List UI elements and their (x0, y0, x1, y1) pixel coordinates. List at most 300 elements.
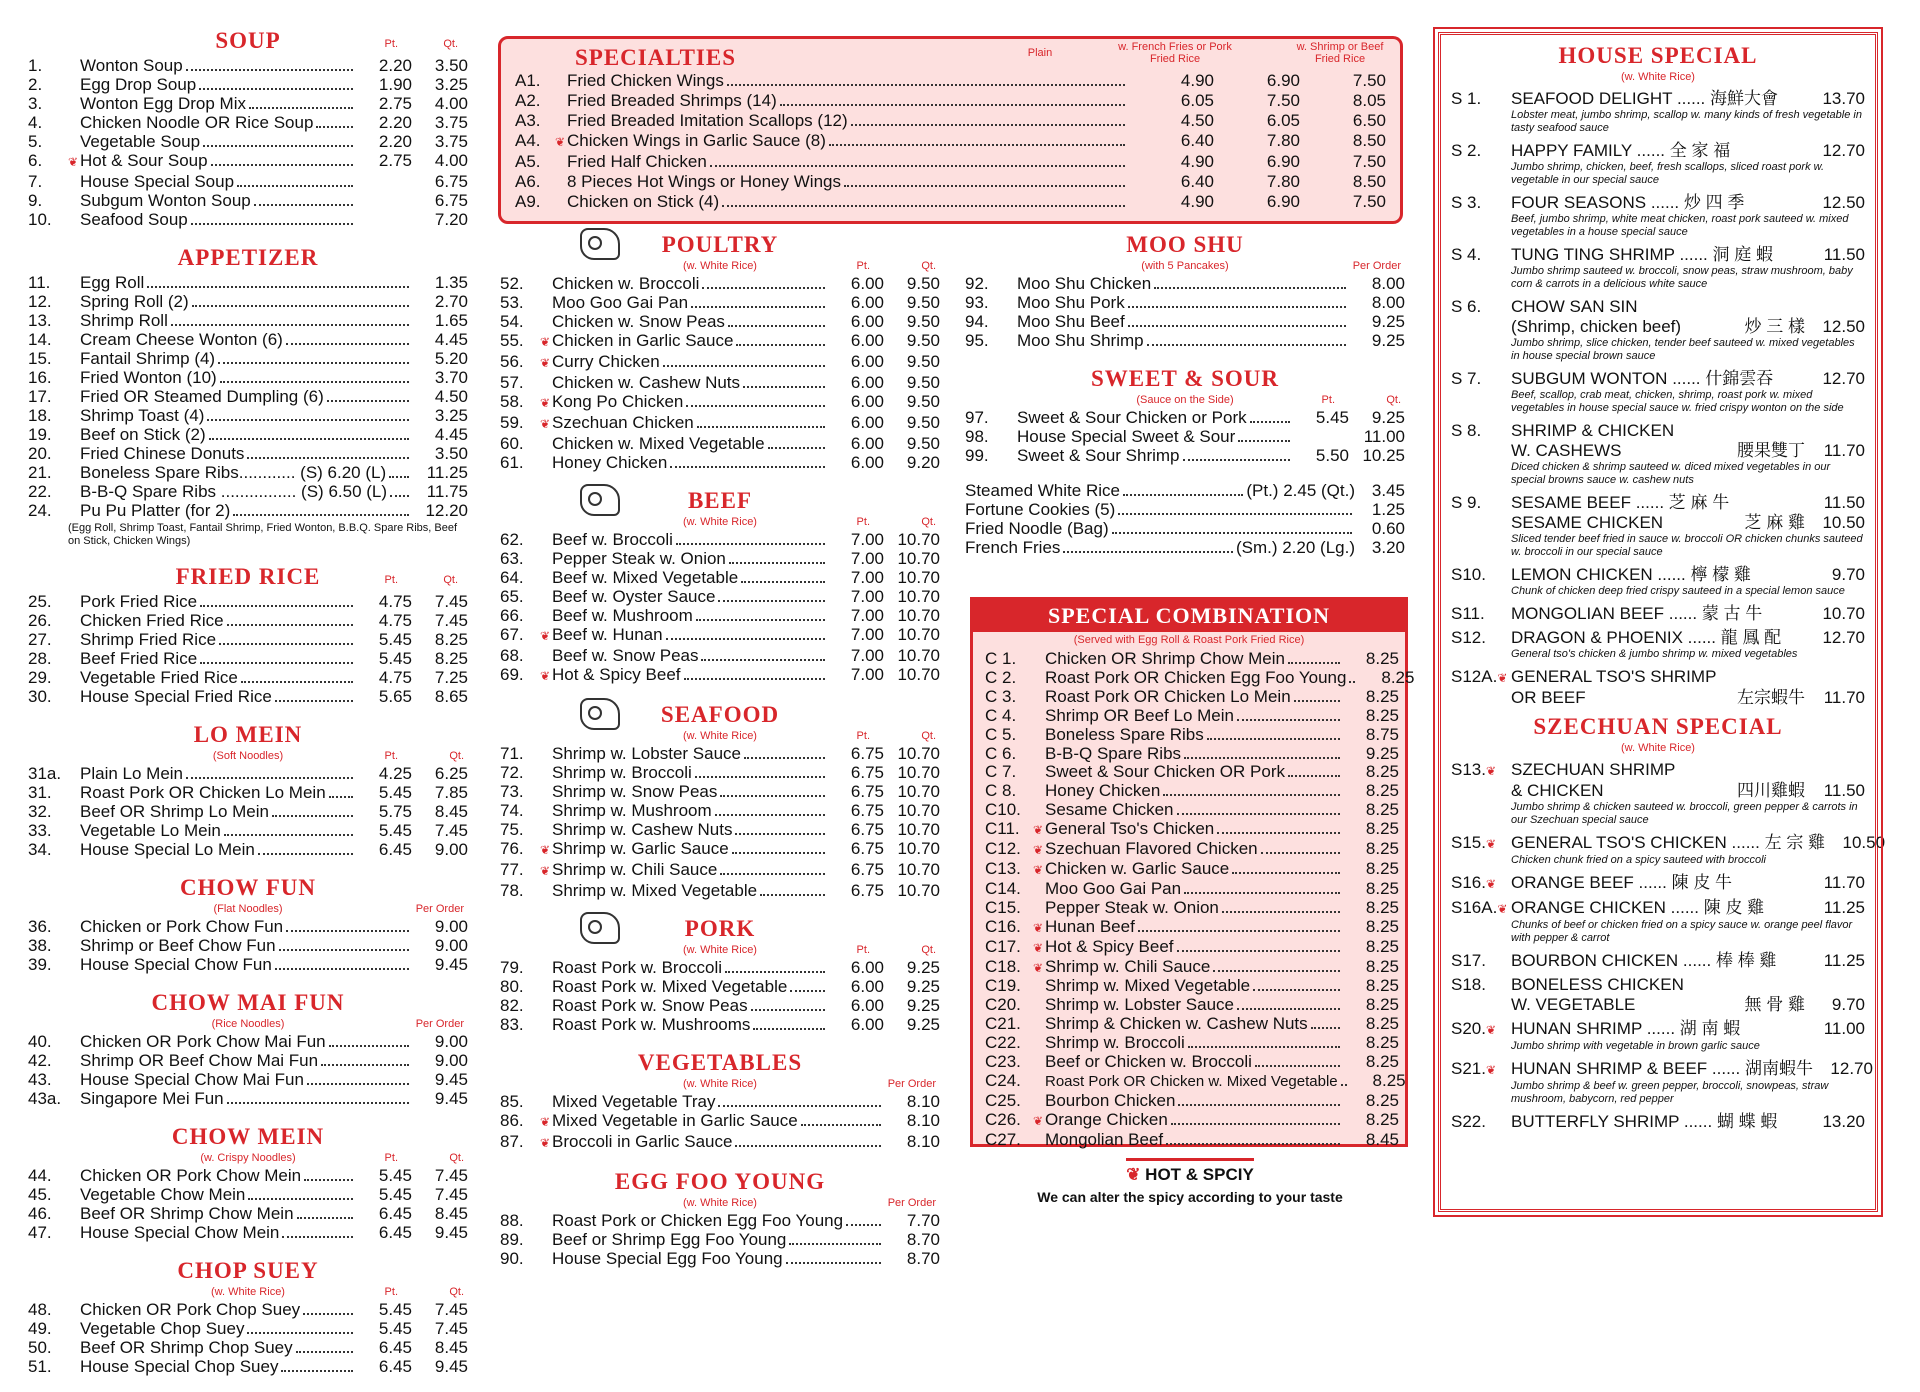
price-pint: 7.00 (850, 625, 884, 644)
item-name: Chicken Wings in Garlic Sauce (8) (567, 131, 826, 150)
section-title: POULTRY (661, 232, 779, 257)
item-number: 30. (28, 687, 52, 706)
price-pint: 2.75 (378, 94, 412, 113)
special-item (1451, 1019, 1865, 1053)
item-number-text: S13. (1451, 760, 1486, 779)
leader-dots (1138, 930, 1340, 932)
lo-mein-section (28, 722, 468, 859)
combo-item (973, 707, 1405, 726)
leader-dots (219, 643, 353, 645)
leader-dots (171, 324, 409, 326)
leader-dots (297, 1217, 353, 1219)
price-quart: 4.00 (434, 94, 468, 113)
poultry-section (500, 232, 940, 472)
menu-item (965, 312, 1405, 331)
section-subtitle (500, 730, 940, 744)
subtitle-text: (Flat Noodles) (213, 903, 283, 915)
item-number: A4. (515, 131, 541, 150)
menu-item (500, 1111, 940, 1132)
price-pint: 7.00 (850, 568, 884, 587)
special-item (1451, 193, 1865, 239)
leader-dots (741, 581, 825, 583)
item-price: 9.70 (1831, 995, 1865, 1014)
item-name: Shrimp w. Broccoli (1045, 1033, 1185, 1053)
section-header (500, 1050, 940, 1078)
item-number-text: S21. (1451, 1059, 1486, 1078)
price-quart: 8.70 (906, 1230, 940, 1249)
item-price: 13.70 (1822, 89, 1865, 108)
menu-item (500, 801, 940, 820)
item-price: 8.25 (1365, 1052, 1399, 1072)
menu-item (28, 56, 468, 75)
house-special-title: HOUSE SPECIAL (1558, 43, 1758, 68)
item-number: C14. (985, 878, 1021, 898)
item-price: 11.00 (1823, 1019, 1865, 1038)
price-fries: 6.05 (1266, 111, 1300, 130)
item-number (1451, 1019, 1511, 1040)
menu-item (28, 630, 468, 649)
item-name-wrap: BUTTERFLY SHRIMP ...... 蝴 蝶 蝦 (1511, 1112, 1778, 1131)
item-second-line (1451, 513, 1865, 533)
special-item-line (1451, 667, 1865, 688)
chili-pepper-icon: ❦ (1033, 960, 1044, 975)
leader-dots (258, 853, 353, 855)
col-header-qt: Qt. (1386, 394, 1401, 406)
price-shrimp-rice: 8.50 (1352, 131, 1386, 150)
price-quart: 8.00 (1371, 274, 1405, 293)
item-description: Sliced tender beef fried in sauce w. broccoli OR chicken chunks sauteed w. broccoli in our special sauce (1511, 533, 1863, 558)
leader-dots (695, 776, 825, 778)
item-number-text: S16. (1451, 873, 1486, 892)
item-name: Vegetable Soup (80, 132, 201, 151)
special-item-line (1451, 833, 1886, 854)
menu-item (28, 1089, 468, 1108)
item-price: 8.25 (1365, 1109, 1399, 1129)
section-subtitle (28, 1018, 468, 1032)
item-name: Bourbon Chicken (1045, 1090, 1176, 1110)
price-pint: 5.45 (378, 1300, 412, 1319)
item-name: Shrimp OR Beef Chow Mai Fun (80, 1051, 319, 1070)
price-quart: 1.65 (434, 311, 468, 330)
item-price: 11.25 (1823, 898, 1865, 917)
item-name: ORANGE CHICKEN (1511, 898, 1666, 917)
chili-pepper-icon: ❦ (1485, 837, 1497, 851)
item-name: Roast Pork OR Chicken Lo Mein (80, 783, 326, 802)
menu-item (28, 191, 468, 210)
item-name: Chicken w. Snow Peas (552, 312, 725, 331)
price-pint: 5.45 (378, 649, 412, 668)
subtitle-text: (Rice Noodles) (211, 1018, 285, 1030)
leader-dots (743, 386, 825, 388)
combo-item (973, 782, 1405, 801)
item-description: Jumbo shrimp sauteed w. broccoli, snow peas, straw mushroom, baby corn & carrots in a delicious white sauce (1511, 265, 1853, 290)
item-name: House Special Chow Fun (80, 955, 272, 974)
price-quart: 9.20 (906, 453, 940, 472)
chili-pepper-icon: ❦ (1497, 902, 1508, 916)
item-name: General Tso's Chicken (1045, 819, 1215, 839)
item-name-cont: W. CASHEWS (1511, 441, 1622, 460)
item-name: Shrimp OR Beef Lo Mein (1045, 705, 1234, 725)
leader-dots (1311, 1027, 1340, 1029)
house-special-subtitle: (w. White Rice) (1621, 71, 1695, 83)
item-name: DRAGON & PHOENIX (1511, 628, 1683, 647)
special-item (1451, 493, 1865, 559)
pig-icon (580, 912, 620, 944)
item-price: 3.20 (1371, 538, 1405, 557)
item-name-cont: W. VEGETABLE (1511, 995, 1636, 1014)
item-number: 31a. (28, 764, 62, 783)
price-quart: 10.70 (897, 763, 940, 782)
item-name: Shrimp w. Broccoli (552, 763, 692, 782)
price-pint: 5.45 (378, 630, 412, 649)
menu-item (500, 881, 940, 900)
item-number: C10. (985, 800, 1021, 820)
special-item-line (1451, 1112, 1865, 1132)
item-name: Shrimp w. Chili Sauce (552, 860, 718, 879)
item-number: 6. (28, 151, 43, 170)
item-number: A6. (515, 172, 541, 191)
menu-item (28, 425, 468, 444)
item-number-text: S11. (1451, 604, 1485, 623)
special-item (1451, 667, 1865, 708)
item-name: Beef w. Hunan (552, 625, 663, 644)
item-chinese-name: 炒 四 季 (1683, 193, 1745, 212)
item-price: 8.25 (1365, 705, 1399, 725)
item-number: 24. (28, 501, 52, 520)
price-quart: 9.50 (906, 331, 940, 350)
specialty-item (515, 192, 1386, 212)
item-number (1451, 1059, 1511, 1080)
leader-dots (722, 205, 1125, 207)
special-item-line (1451, 1059, 1873, 1080)
leader-dots (732, 852, 825, 854)
item-chinese-name: 龍 鳳 配 (1720, 628, 1782, 647)
menu-item (28, 955, 468, 974)
combo-item (973, 899, 1405, 918)
price-pint: 7.00 (850, 606, 884, 625)
item-second-line (1451, 441, 1865, 461)
price-quart: 9.25 (1371, 408, 1405, 427)
special-item-line (1451, 369, 1865, 389)
menu-item (28, 1204, 468, 1223)
item-name: GENERAL TSO'S CHICKEN (1511, 833, 1727, 852)
price-quart: 9.25 (1371, 331, 1405, 350)
menu-item (28, 463, 468, 482)
item-number: 17. (28, 387, 52, 406)
chili-pepper-icon: ❦ (540, 629, 551, 643)
special-item-line (1451, 141, 1865, 161)
item-name-alt: SESAME CHICKEN (1511, 513, 1664, 532)
col-header-qt: Qt. (443, 574, 458, 586)
item-name: Roast Pork w. Mushrooms (552, 1015, 751, 1034)
item-name: Shrimp w. Garlic Sauce (552, 839, 729, 858)
item-number: C 7. (985, 762, 1017, 782)
item-name-wrap (1511, 667, 1865, 688)
section-header (28, 875, 468, 903)
leader-dots (209, 438, 409, 440)
item-name: House Special Fried Rice (80, 687, 272, 706)
item-number (1451, 493, 1511, 513)
item-name-wrap (1511, 975, 1865, 995)
item-price: 12.50 (1822, 317, 1865, 336)
menu-item (28, 210, 468, 229)
item-price: 11.50 (1823, 781, 1865, 800)
menu-item (500, 373, 940, 392)
item-number: A9. (515, 192, 541, 211)
item-name: Pepper Steak w. Onion (1045, 897, 1219, 917)
chili-pepper-icon: ❦ (555, 135, 566, 149)
menu-column-2 (500, 232, 940, 1284)
item-number: C 5. (985, 724, 1017, 744)
section-subtitle (965, 394, 1405, 408)
leader-dots (247, 1332, 353, 1334)
item-name: Sesame Chicken (1045, 800, 1174, 820)
item-number (1451, 873, 1511, 894)
col-header-pt: Pt. (384, 1286, 398, 1298)
combo-item (973, 880, 1405, 899)
menu-item (500, 434, 940, 453)
item-name: GENERAL TSO'S SHRIMP (1511, 667, 1717, 686)
vegetables-section (500, 1050, 940, 1153)
item-name: Shrimp w. Lobster Sauce (552, 744, 741, 763)
section-subtitle (28, 1286, 468, 1300)
leader-dots (736, 344, 825, 346)
item-name-wrap: TUNG TING SHRIMP ...... 洞 庭 蝦 (1511, 245, 1773, 264)
section-title: CHOW MAI FUN (151, 990, 345, 1015)
item-number: 95. (965, 331, 989, 350)
item-number: 59. (500, 413, 524, 432)
item-number: 56. (500, 352, 524, 371)
price-quart: 9.50 (906, 352, 940, 371)
item-chinese-name: 湖 南 蝦 (1679, 1019, 1741, 1038)
price-quart: 7.45 (434, 1319, 468, 1338)
item-name: Shrimp or Beef Chow Fun (80, 936, 276, 955)
leader-dots (1341, 1084, 1347, 1086)
leader-dots (829, 144, 1125, 146)
leader-dots (1188, 1046, 1340, 1048)
leader-dots (1177, 813, 1340, 815)
item-number: C 3. (985, 686, 1017, 706)
chow-mein-section (28, 1124, 468, 1242)
leader-dots (1261, 852, 1340, 854)
item-number: C 6. (985, 743, 1017, 763)
menu-item (28, 668, 468, 687)
price-pint: 5.45 (378, 783, 412, 802)
item-size-prices: (Sm.) 2.20 (Lg.) (1235, 538, 1355, 557)
item-chinese-name: 陳 皮 牛 (1671, 873, 1733, 892)
leader-dots (199, 88, 353, 90)
item-chinese-name: 蝴 蝶 蝦 (1716, 1112, 1778, 1131)
item-name: Moo Goo Gai Pan (1045, 878, 1182, 898)
item-name: SEAFOOD DELIGHT (1511, 89, 1673, 108)
item-name: Subgum Wonton Soup (80, 191, 251, 210)
menu-item (28, 292, 468, 311)
menu-item (500, 958, 940, 977)
chili-pepper-icon: ❦ (1485, 764, 1497, 778)
col-header-qt: Qt. (921, 944, 936, 956)
leader-dots (186, 69, 353, 71)
price-quart: 10.70 (897, 549, 940, 568)
special-item (1451, 1112, 1865, 1132)
item-number: 74. (500, 801, 524, 820)
leader-dots (844, 185, 1125, 187)
price-quart: 9.50 (906, 293, 940, 312)
leader-dots (248, 1198, 353, 1200)
menu-item (28, 611, 468, 630)
price-quart: 8.00 (1371, 293, 1405, 312)
price-quart: 8.25 (434, 630, 468, 649)
item-name: Moo Shu Pork (1017, 293, 1125, 312)
item-price: 11.70 (1823, 688, 1865, 707)
item-name: Roast Pork w. Snow Peas (552, 996, 748, 1015)
col-header-pt: Pt. (1321, 394, 1335, 406)
item-number: 39. (28, 955, 52, 974)
specialty-item (515, 131, 1386, 152)
price-quart: 9.25 (906, 996, 940, 1015)
price-pint: 5.45 (378, 1319, 412, 1338)
item-name-cont: OR BEEF (1511, 688, 1586, 707)
item-number: 43a. (28, 1089, 62, 1108)
item-name: House Special Chop Suey (80, 1357, 279, 1376)
price-pint: 6.00 (850, 392, 884, 411)
item-name: Roast Pork OR Chicken Lo Mein (1045, 686, 1291, 706)
price-quart: 7.85 (434, 783, 468, 802)
special-item-line (1451, 565, 1865, 585)
menu-item (965, 427, 1405, 446)
seafood-section (500, 702, 940, 900)
item-name: Hot & Spicy Beef (1045, 936, 1174, 956)
leader-dots (701, 659, 825, 661)
item-price: 8.25 (1365, 858, 1399, 878)
leader-dots (1288, 775, 1340, 777)
item-name: Beef w. Mixed Vegetable (552, 568, 739, 587)
item-number: 19. (28, 425, 52, 444)
item-price: 11.70 (1823, 441, 1865, 460)
leader-dots (686, 405, 825, 407)
menu-item (500, 568, 940, 587)
leader-dots (224, 834, 353, 836)
item-name: Moo Goo Gai Pan (552, 293, 689, 312)
price-pint: 4.75 (378, 592, 412, 611)
menu-item (28, 936, 468, 955)
item-number (1451, 760, 1511, 781)
section-subtitle (28, 750, 468, 764)
price-pint: 2.75 (378, 151, 412, 170)
section-header (28, 1258, 468, 1286)
special-item (1451, 1059, 1873, 1106)
item-name: Fried Half Chicken (567, 152, 707, 171)
item-chinese-name: 檸 檬 雞 (1690, 565, 1751, 584)
menu-item (500, 820, 940, 839)
item-number: 51. (28, 1357, 52, 1376)
menu-item (28, 1338, 468, 1357)
price-quart: 4.00 (434, 151, 468, 170)
subtitle-text: (Soft Noodles) (212, 750, 284, 762)
combo-item (973, 918, 1405, 938)
item-name: Broccoli in Garlic Sauce (552, 1132, 733, 1151)
price-fries: 7.80 (1266, 131, 1300, 150)
combo-item (973, 763, 1405, 782)
item-name: Chicken w. Broccoli (552, 274, 700, 293)
price-quart: 9.25 (1371, 312, 1405, 331)
menu-item (500, 274, 940, 293)
item-number: C11. (985, 819, 1020, 839)
leader-dots (286, 343, 409, 345)
item-name: Chicken in Garlic Sauce (552, 331, 734, 350)
item-number: 28. (28, 649, 52, 668)
section-title: EGG FOO YOUNG (614, 1169, 826, 1194)
leader-dots (254, 204, 353, 206)
item-number: C13. (985, 858, 1021, 878)
leader-dots (728, 325, 825, 327)
item-name: Fried Noodle (Bag) (965, 519, 1109, 538)
item-number: 4. (28, 113, 43, 132)
item-number: 7. (28, 172, 43, 191)
leader-dots (275, 968, 409, 970)
item-number: 16. (28, 368, 52, 387)
price-pint: 6.00 (850, 293, 884, 312)
price-pint: 5.50 (1315, 446, 1349, 465)
item-price: 8.25 (1365, 686, 1399, 706)
price-pint: 6.45 (378, 840, 412, 859)
subtitle-text: (w. White Rice) (683, 1078, 757, 1090)
item-price: 8.25 (1365, 762, 1399, 782)
menu-item (500, 996, 940, 1015)
combo-item (973, 1053, 1405, 1072)
item-name: Hot & Sour Soup (80, 151, 208, 170)
special-item-line (1451, 898, 1865, 919)
col-header-pt: Pt. (384, 574, 398, 586)
combo-item (973, 1034, 1405, 1053)
price-pint: 6.75 (850, 860, 884, 879)
house-special-box (1438, 32, 1886, 1212)
price-quart: 9.00 (434, 917, 468, 936)
item-number: 32. (28, 802, 52, 821)
item-number: 79. (500, 958, 524, 977)
price-quart: 3.75 (434, 113, 468, 132)
item-number: 71. (500, 744, 524, 763)
col-header-qt: Qt. (921, 516, 936, 528)
item-number: C16. (985, 916, 1021, 936)
item-number: 82. (500, 996, 524, 1015)
item-number: C21. (985, 1014, 1021, 1034)
section-header (500, 488, 940, 516)
leader-dots (249, 107, 353, 109)
price-quart: 9.00 (434, 1051, 468, 1070)
hot-legend-title: HOT & SPCIY (1145, 1165, 1254, 1184)
specialty-item (515, 71, 1386, 91)
special-item (1451, 89, 1865, 135)
chili-pepper-icon: ❦ (540, 335, 551, 349)
chili-pepper-icon: ❦ (540, 1136, 551, 1150)
menu-item (965, 408, 1405, 427)
item-name: Chicken Fried Rice (80, 611, 224, 630)
item-second-line (1451, 995, 1865, 1015)
special-item-line (1451, 89, 1865, 109)
special-item-line (1451, 951, 1865, 971)
item-name: Chicken OR Shrimp Chow Mein (1045, 649, 1285, 668)
item-number: 87. (500, 1132, 524, 1151)
item-name-wrap: HAPPY FAMILY ...... 全 家 福 (1511, 141, 1731, 160)
price-pint: 6.00 (850, 274, 884, 293)
leader-dots (676, 543, 825, 545)
item-number: 90. (500, 1249, 524, 1268)
item-number (1451, 898, 1511, 919)
price-pint: 6.00 (850, 453, 884, 472)
leader-dots (1163, 794, 1340, 796)
special-item (1451, 565, 1865, 598)
section-title: PORK (684, 916, 756, 941)
